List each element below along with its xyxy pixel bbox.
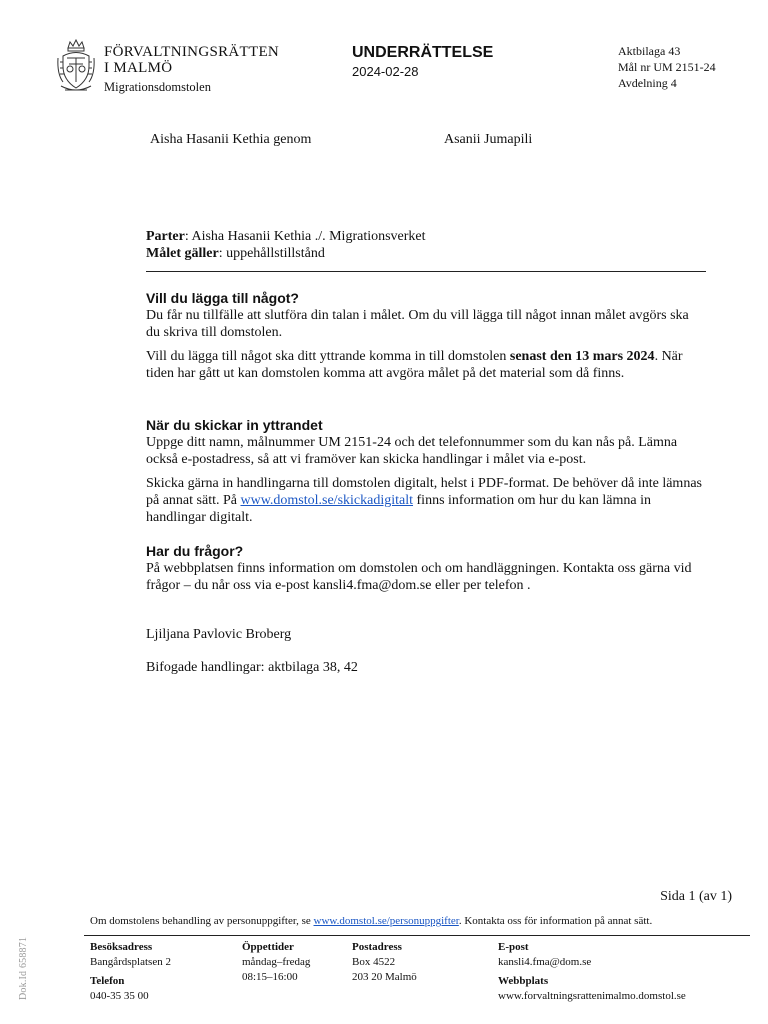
text-span: finns information om hur du kan lämna in handlingar digitalt. [146,493,651,525]
email-label: E-post [498,941,529,953]
hours-days: måndag–fredag [242,956,311,968]
royal-crest-icon [55,38,97,96]
header-divider [146,271,706,272]
matter-value: : uppehållstillstånd [218,246,325,261]
visit-address-label: Besöksadress [90,941,153,953]
matter-line [146,245,706,262]
text-span: Om domstolens behandling av personuppgifter, se [90,915,314,927]
footer-postal [352,940,417,985]
section-heading: När du skickar in yttrandet [146,417,323,433]
page-number: Sida 1 (av 1) [660,889,732,904]
postal-label: Postadress [352,941,402,953]
agent-name: Asanii Jumapili [444,132,533,147]
text-span: Vill du lägga till något ska ditt yttrande komma in till domstolen [146,349,510,364]
signature: Ljiljana Pavlovic Broberg [146,627,292,642]
website: www.forvaltningsrattenimalmo.domstol.se [498,990,686,1002]
court-name [104,44,279,76]
email: kansli4.fma@dom.se [498,956,592,968]
recipient-name: Aisha Hasanii Kethia genom [150,132,312,147]
privacy-notice [90,915,652,927]
parties-line [146,228,706,245]
digital-paragraph [146,475,706,526]
court-name-line1: FÖRVALTNINGSRÄTTEN [104,44,280,60]
postal-line2: 203 20 Malmö [352,971,417,983]
section-heading: Vill du lägga till något? [146,290,299,306]
postal-line1: Box 4522 [352,956,396,968]
footer-hours [242,940,310,985]
paragraph: Du får nu tillfälle att slutföra din talan i målet. Om du vill lägga till något innan målet avgörs ska du skriva till domstolen. [146,308,689,340]
website-label: Webbplats [498,975,549,987]
personuppgifter-link[interactable]: www.domstol.se/personuppgifter [313,915,459,927]
skickadigitalt-link[interactable]: www.domstol.se/skickadigitalt [240,493,414,508]
case-number: Mål nr UM 2151-24 [618,60,716,74]
matter-label: Målet gäller [146,246,219,261]
court-subtitle: Migrationsdomstolen [104,80,211,94]
case-meta [618,43,716,91]
phone: 040-35 35 00 [90,990,149,1002]
text-span: . När tiden har gått ut kan domstolen komma att avgöra målet på det material som då finns. [146,349,683,381]
attachments: Bifogade handlingar: aktbilaga 38, 42 [146,660,358,675]
footer-contact [498,940,686,1004]
document-id [18,926,38,1000]
document-date: 2024-02-28 [352,64,419,79]
visit-address: Bangårdsplatsen 2 [90,956,171,968]
aktbilaga: Aktbilaga 43 [618,44,681,58]
paragraph: På webbplatsen finns information om domstolen och om handläggningen. Kontakta oss gärna vid frågor – du når oss via e-post kansli4.fma@dom.se eller per telefon . [146,561,692,593]
hours-time: 08:15–16:00 [242,971,298,983]
section-submit [146,417,706,526]
court-name-line2: I MALMÖ [104,60,173,76]
phone-label: Telefon [90,975,125,987]
parties-value: : Aisha Hasanii Kethia ./. Migrationsverket [184,229,426,244]
paragraph: Uppge ditt namn, målnummer UM 2151-24 och det telefonnummer som du kan nås på. Lämna också e-postadress, så att vi framöver kan skicka handlingar i målet via e-post. [146,435,678,467]
section-questions [146,543,706,594]
footer-visit [90,940,171,1004]
footer-divider [84,935,750,936]
text-span: . Kontakta oss för information på annat sätt. [458,915,653,927]
document-type: UNDERRÄTTELSE [352,44,494,61]
deadline-paragraph [146,348,706,382]
document-id-text: Dok.Id 658871 [18,936,29,1000]
department: Avdelning 4 [618,76,677,90]
parties-label: Parter [146,229,185,244]
case-info [146,228,706,262]
section-heading: Har du frågor? [146,543,244,559]
section-add-something [146,290,706,382]
text-span: Skicka gärna in handlingarna till domstolen digitalt, helst i PDF-format. De behöver då inte lämnas på annat sätt. På [146,476,702,508]
deadline: senast den 13 mars 2024 [509,349,655,364]
hours-label: Öppettider [242,941,294,953]
